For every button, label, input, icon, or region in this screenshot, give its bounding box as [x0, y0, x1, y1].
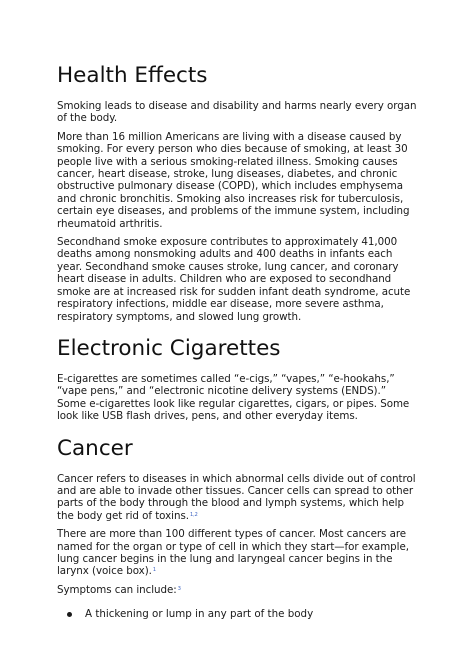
citation-link[interactable]: 3: [177, 585, 181, 592]
cancer-paragraph-1: [57, 473, 417, 523]
health-paragraph-1: Smoking leads to disease and disability and harms nearly every organ of the body.: [57, 100, 417, 125]
cancer-paragraph-2: [57, 528, 417, 578]
bullet-icon: [67, 612, 72, 617]
document-page: [57, 62, 417, 621]
cancer-paragraph-3: [57, 584, 417, 596]
list-item-text: A thickening or lump in any part of the body: [85, 608, 314, 621]
heading-electronic-cigarettes: Electronic Cigarettes: [57, 335, 281, 361]
symptoms-list: [57, 608, 417, 620]
list-item: [57, 608, 417, 620]
cancer-paragraph-2-text: There are more than 100 different types of cancer. Most cancers are named for the organ or type of cell in which they start—for example, lung cancer begins in the lung and laryngeal cancer begins in the larynx (voice box).: [57, 528, 409, 578]
health-paragraph-2: More than 16 million Americans are living with a disease caused by smoking. For every person who dies because of smoking, at least 30 people live with a serious smoking-related illness. Smoking causes cancer, heart disease, stroke, lung diseases, diabetes, and chronic obstructive pulmonary disease (COPD), which includes emphysema and chronic bronchitis. Smoking also increases risk for tuberculosis, certain eye diseases, and problems of the immune system, including rheumatoid arthritis.: [57, 130, 410, 230]
heading-cancer: Cancer: [57, 435, 133, 461]
heading-health-effects: Health Effects: [57, 63, 208, 88]
citation-link[interactable]: 1,2: [189, 511, 198, 518]
ecig-paragraph: E-cigarettes are sometimes called “e-cigs,” “vapes,” “e-hookahs,” “vape pens,” and “electronic nicotine delivery systems (ENDS).” Some e-cigarettes look like regular cigarettes, cigars, or pipes. Some look like USB flash drives, pens, and other everyday items.: [57, 372, 410, 423]
health-paragraph-3: Secondhand smoke exposure contributes to approximately 41,000 deaths among nonsmoking adults and 400 deaths in infants each year. Secondhand smoke causes stroke, lung cancer, and coronary heart disease in adults. Children who are exposed to secondhand smoke are at increased risk for sudden infant death syndrome, acute respiratory infections, middle ear disease, more severe asthma, respiratory symptoms, and slowed lung growth.: [57, 236, 411, 323]
cancer-paragraph-3-text: Symptoms can include:: [57, 583, 177, 596]
citation-link[interactable]: 1: [152, 567, 157, 574]
cancer-paragraph-1-text: Cancer refers to diseases in which abnormal cells divide out of control and are able to invade other tissues. Cancer cells can spread to other parts of the body through the blood and lymph systems, which help the body get rid of toxins.: [57, 472, 416, 522]
